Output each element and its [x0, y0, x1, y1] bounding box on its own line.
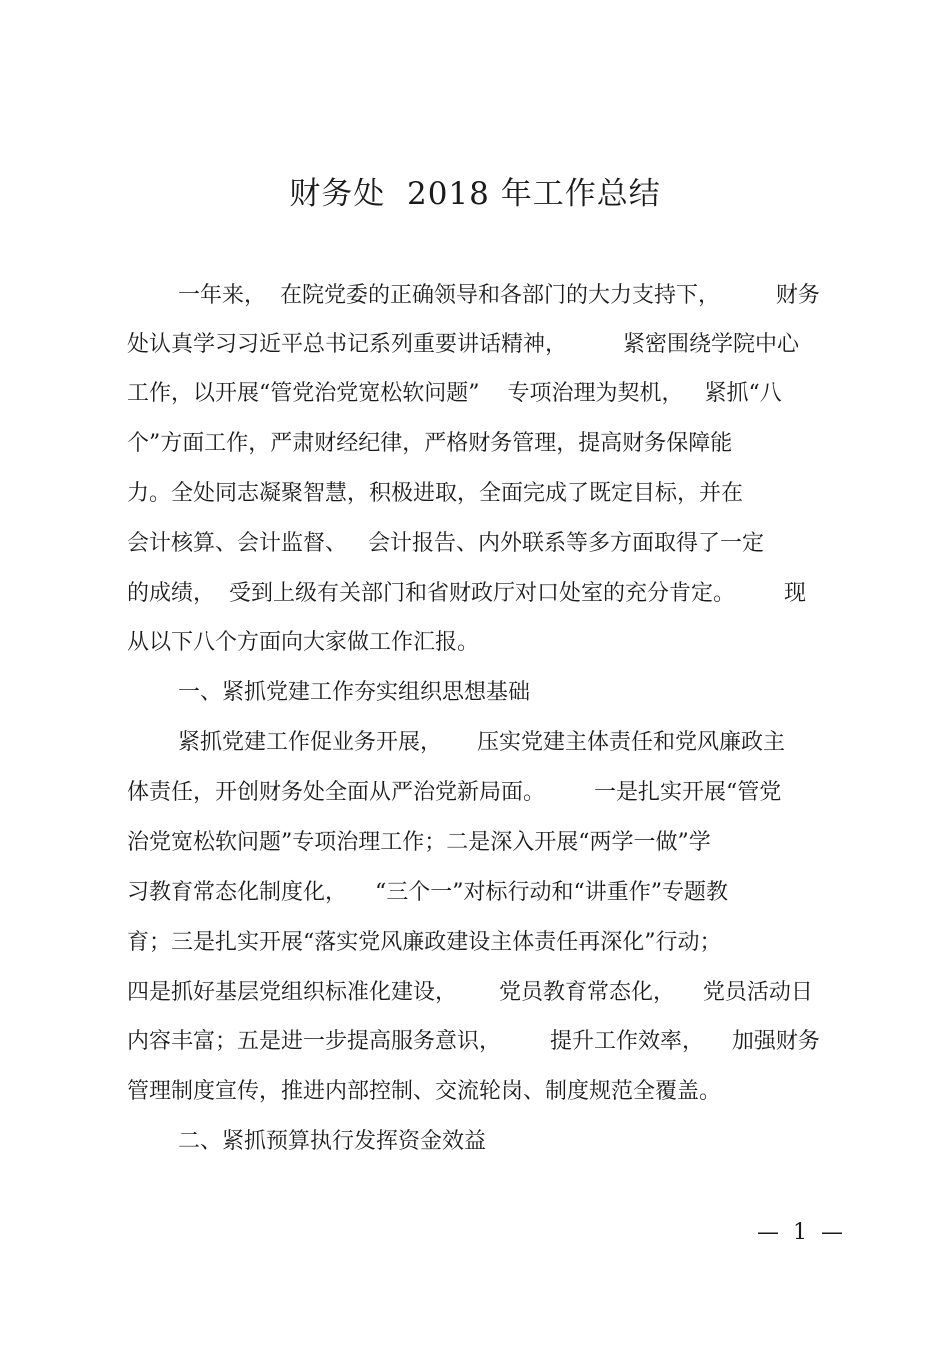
body-line: 育；三是扎实开展“落实党风廉政建设主体责任再深化”行动； — [127, 930, 722, 955]
body-line: 内容丰富；五是进一步提高服务意识， 提升工作效率， 加强财务 — [127, 1029, 820, 1054]
body-line: 从以下八个方面向大家做工作汇报。 — [127, 630, 480, 655]
body-line: 管理制度宣传，推进内部控制、交流轮岗、制度规范全覆盖。 — [127, 1079, 722, 1104]
body-line: 体责任，开创财务处全面从严治党新局面。 一是扎实开展“管党 — [127, 780, 782, 805]
body-line: 一年来， 在院党委的正确领导和各部门的大力支持下， 财务 — [178, 283, 820, 308]
body-line: 治党宽松软问题”专项治理工作；二是深入开展“两学一做”学 — [127, 830, 711, 855]
body-line: 的成绩， 受到上级有关部门和省财政厅对口处室的充分肯定。 现 — [127, 581, 806, 606]
document-title: 财务处 2018 年工作总结 — [289, 176, 661, 212]
body-line: 工作，以开展“管党治党宽松软问题” 专项治理为契机， 紧抓“八 — [127, 381, 782, 406]
body-line: 力。全处同志凝聚智慧，积极进取，全面完成了既定目标，并在 — [127, 481, 744, 506]
body-line: 个”方面工作，严肃财经纪律，严格财务管理，提高财务保障能 — [127, 431, 733, 456]
body-line: 紧抓党建工作促业务开展， 压实党建主体责任和党风廉政主 — [178, 730, 785, 755]
body-line: 习教育常态化制度化， “三个一”对标行动和“讲重作”专题教 — [127, 880, 728, 905]
body-line: 处认真学习习近平总书记系列重要讲话精神， 紧密围绕学院中心 — [127, 332, 799, 357]
page-number: — 1 — — [757, 1220, 843, 1245]
section-heading-1: 一、紧抓党建工作夯实组织思想基础 — [178, 680, 531, 705]
section-heading-2: 二、紧抓预算执行发挥资金效益 — [178, 1129, 487, 1154]
body-line: 会计核算、会计监督、 会计报告、内外联系等多方面取得了一定 — [127, 531, 764, 556]
body-line: 四是抓好基层党组织标准化建设， 党员教育常态化， 党员活动日 — [127, 980, 813, 1005]
